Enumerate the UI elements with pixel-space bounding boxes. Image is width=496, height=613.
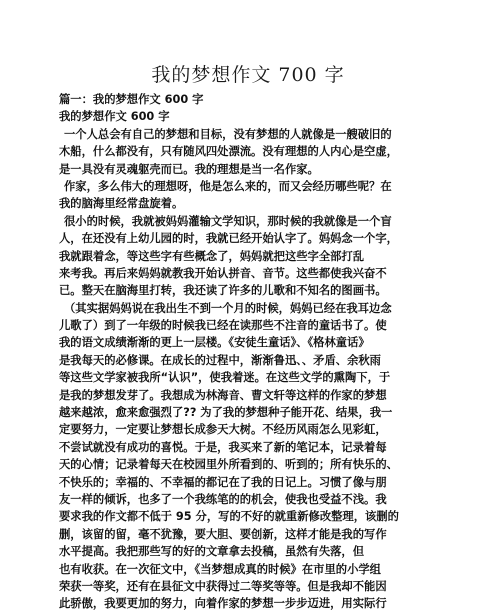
- essay-body: [59, 91, 439, 613]
- paragraph-line: 是一具没有灵魂躯壳而已。我的理想是当一名作家。: [59, 162, 319, 176]
- paragraph-line: 友一样的倾诉，也多了一个我练笔的的机会，使我也受益不浅。我: [59, 492, 387, 506]
- page-title: 我的梦想作文 700 字: [151, 64, 345, 86]
- section-heading: 篇一：我的梦想作文 600 字: [59, 93, 204, 106]
- essay-subtitle: 我的梦想作文 600 字: [59, 110, 170, 124]
- paragraph-line: 也有收获。在一次征文中，《当梦想成真的时候》在市里的小学组: [59, 562, 381, 576]
- paragraph-line: 来考我。再后来妈妈就教我开始认拼音、音节。这些都使我兴奋不: [59, 266, 387, 280]
- paragraph-line: 人，在还没有上幼儿园的时，我就已经开始认字了。妈妈念一个字，: [59, 232, 398, 246]
- paragraph-line: 很小的时候，我就被妈妈灌输文学知识，那时候的我就像是一个盲: [64, 214, 392, 228]
- paragraph-line: 删，该留的留，毫不犹豫，要大胆、要创新，这样才能是我的写作: [59, 527, 387, 541]
- paragraph-line: （其实据妈妈说在我出生不到一个月的时候，妈妈已经在我耳边念: [64, 301, 392, 315]
- paragraph-line: 不快乐的；幸福的、不幸福的都记在了我的日记上。习惯了像与朋: [59, 475, 387, 489]
- paragraph-line: 一个人总会有自己的梦想和目标，没有梦想的人就像是一艘破旧的: [64, 127, 392, 141]
- paragraph-line: 天的心情；记录着每天在校园里外所看到的、听到的；所有快乐的、: [59, 458, 398, 472]
- paragraph-line: 不尝试就没有成功的喜悦。于是，我买来了新的笔记本，记录着每: [59, 440, 387, 454]
- paragraph-line: 我的脑海里经常盘旋着。: [59, 197, 184, 211]
- paragraph-line: 等这些文学家被我所“认识”，使我着迷。在这些文学的熏陶下，于: [59, 371, 391, 385]
- paragraph-line: 我就跟着念，等这些字有些概念了，妈妈就把这些字全部打乱: [59, 249, 365, 263]
- paragraph-line: 我的语文成绩渐渐的更上一层楼。《安徒生童话》、《格林童话》: [59, 336, 370, 350]
- paragraph-line: 已。整天在脑海里打转，我还读了许多的儿歌和不知名的图画书。: [59, 284, 387, 298]
- paragraph-line: 此骄傲，我要更加的努力，向着作家的梦想一步步迈进，用实际行: [59, 597, 387, 611]
- paragraph-line: 定要努力，一定要让梦想长成参天大树。不经历风雨怎么见彩虹，: [59, 423, 387, 437]
- paragraph-line: 木船，什么都没有，只有随风四处漂流。没有理想的人内心是空虚，: [59, 145, 398, 159]
- paragraph-line: 荣获一等奖，还有在县征文中获得过二等奖等等。但是我却不能因: [59, 579, 387, 593]
- paragraph-line: 水平提高。我把那些写的好的文章拿去投稿，虽然有失落，但: [59, 545, 365, 559]
- paragraph-line: 作家，多么伟大的理想呀，他是怎么来的，而又会经历哪些呢？在: [64, 179, 392, 193]
- paragraph-line: 儿歌了）到了一年级的时候我已经在读那些不注音的童话书了。使: [59, 319, 387, 333]
- paragraph-line: 是我每天的必修课。在成长的过程中，渐渐鲁迅、、矛盾、余秋雨: [59, 353, 381, 367]
- paragraph-line: 要求我的作文都不低于 95 分，写的不好的就重新修改整理，该删的: [59, 510, 399, 524]
- paragraph-line: 越来越浓，愈来愈强烈了?? 为了我的梦想种子能开花、结果，我一: [59, 406, 393, 420]
- paragraph-line: 是我的梦想发芽了。我想成为林海音、曹文轩等这样的作家的梦想: [59, 388, 387, 402]
